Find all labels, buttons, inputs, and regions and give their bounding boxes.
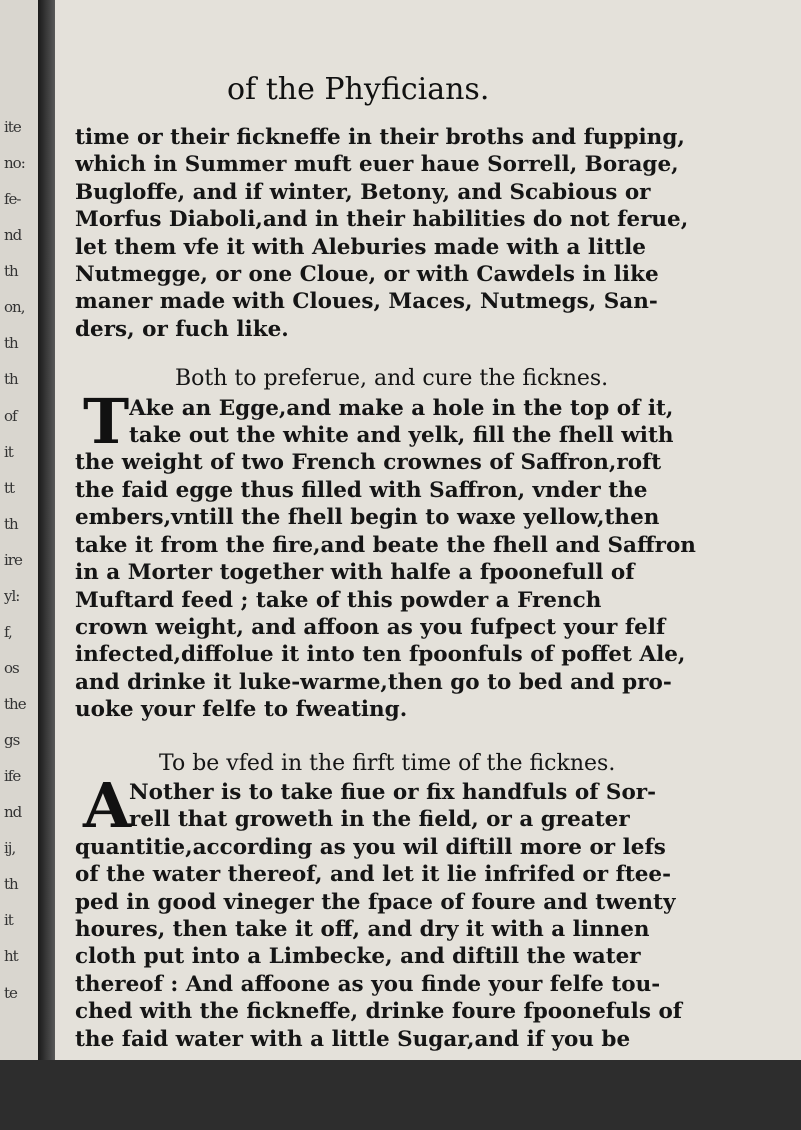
running-head: of the Phyficians. xyxy=(227,72,490,107)
previous-page-edge xyxy=(0,0,41,1060)
margin-fragment: ite xyxy=(4,118,21,136)
text-line: the faid water with a little Sugar,and if you be xyxy=(75,1026,631,1052)
text-line: cloth put into a Limbecke, and diftill the water xyxy=(75,944,641,970)
text-line: take out the white and yelk, fill the fhell with xyxy=(129,423,674,449)
margin-fragment: no: xyxy=(4,154,25,173)
margin-fragment: on, xyxy=(4,298,25,317)
book-page xyxy=(55,0,801,1060)
text-line: and drinke it luke-warme,then go to bed and pro- xyxy=(75,669,672,695)
text-line: crown weight, and affoon as you fufpect your felf xyxy=(75,614,666,640)
margin-fragment: th xyxy=(4,334,18,353)
text-line: ders, or fuch like. xyxy=(75,316,289,342)
margin-fragment: ij, xyxy=(4,839,16,858)
margin-fragment: ire xyxy=(4,550,22,569)
text-line: rell that groweth in the field, or a greater xyxy=(129,807,630,833)
margin-fragment: of xyxy=(4,406,17,425)
margin-fragment: yl: xyxy=(4,586,20,605)
margin-fragment: it xyxy=(4,442,13,461)
text-line: in a Morter together with halfe a fpoonefull of xyxy=(75,560,635,586)
text-line: time or their fickneffe in their broths and fupping, xyxy=(75,125,685,150)
section-heading: To be vfed in the firft time of the ficknes. xyxy=(159,750,616,776)
text-line: Muftard feed ; take of this powder a French xyxy=(75,587,602,613)
margin-fragment: fe- xyxy=(4,190,21,209)
text-line: Nother is to take fiue or fix handfuls of Sor- xyxy=(129,779,657,805)
margin-fragment: os xyxy=(4,658,19,677)
text-line: Nutmegge, or one Cloue, or with Cawdels in like xyxy=(75,262,659,288)
margin-fragment: f, xyxy=(4,622,12,641)
text-line: Bugloffe, and if winter, Betony, and Scabious or xyxy=(75,179,651,205)
drop-cap: T xyxy=(83,384,130,458)
text-line: the weight of two French crownes of Saffron,roft xyxy=(75,450,662,476)
margin-fragment: th xyxy=(4,514,18,533)
text-line: thereof : And affoone as you finde your felfe tou- xyxy=(75,971,661,997)
margin-fragment: the xyxy=(4,695,26,714)
text-line: embers,vntill the fhell begin to waxe yellow,then xyxy=(75,505,660,531)
scan-background xyxy=(0,1060,801,1130)
text-line: Ake an Egge,and make a hole in the top of it, xyxy=(129,395,674,421)
margin-fragment: ife xyxy=(4,767,21,786)
margin-fragment: it xyxy=(4,911,13,930)
margin-fragment: te xyxy=(4,983,17,1002)
text-line: the faid egge thus filled with Saffron, vnder the xyxy=(75,477,648,503)
recipe-paragraph-2 xyxy=(75,768,780,1053)
text-line: quantitie,according as you wil diftill more or lefs xyxy=(75,834,666,860)
text-line: infected,diffolue it into ten fpoonfuls of poffet Ale, xyxy=(75,642,686,668)
page-text xyxy=(75,124,780,1053)
intro-paragraph xyxy=(75,124,780,343)
margin-fragment: nd xyxy=(4,803,22,822)
recipe-paragraph-1 xyxy=(75,384,780,724)
margin-fragment: nd xyxy=(4,226,22,245)
margin-fragment: th xyxy=(4,370,18,389)
section-heading: Both to preferue, and cure the ficknes. xyxy=(175,366,609,392)
text-line: Morfus Diaboli,and in their habilities do not ferue, xyxy=(75,207,689,233)
drop-cap: A xyxy=(83,768,132,842)
text-line: which in Summer muft euer haue Sorrell, Borage, xyxy=(75,152,679,178)
margin-fragment: th xyxy=(4,262,18,281)
text-line: ched with the fickneffe, drinke foure fpoonefuls of xyxy=(75,999,683,1025)
text-line: ped in good vineger the fpace of foure and twenty xyxy=(75,889,676,915)
text-line: of the water thereof, and let it lie infrifed or ftee- xyxy=(75,862,672,888)
margin-fragment: th xyxy=(4,875,18,894)
margin-fragment: gs xyxy=(4,731,20,750)
text-line: uoke your felfe to fweating. xyxy=(75,697,408,723)
text-line: houres, then take it off, and dry it with a linnen xyxy=(75,916,650,942)
text-line: let them vfe it with Aleburies made with a little xyxy=(75,234,646,260)
margin-fragment: ht xyxy=(4,947,18,966)
margin-fragment: tt xyxy=(4,478,15,497)
text-line: take it from the fire,and beate the fhell and Saffron xyxy=(75,532,696,558)
text-line: maner made with Cloues, Maces, Nutmegs, San- xyxy=(75,289,658,315)
